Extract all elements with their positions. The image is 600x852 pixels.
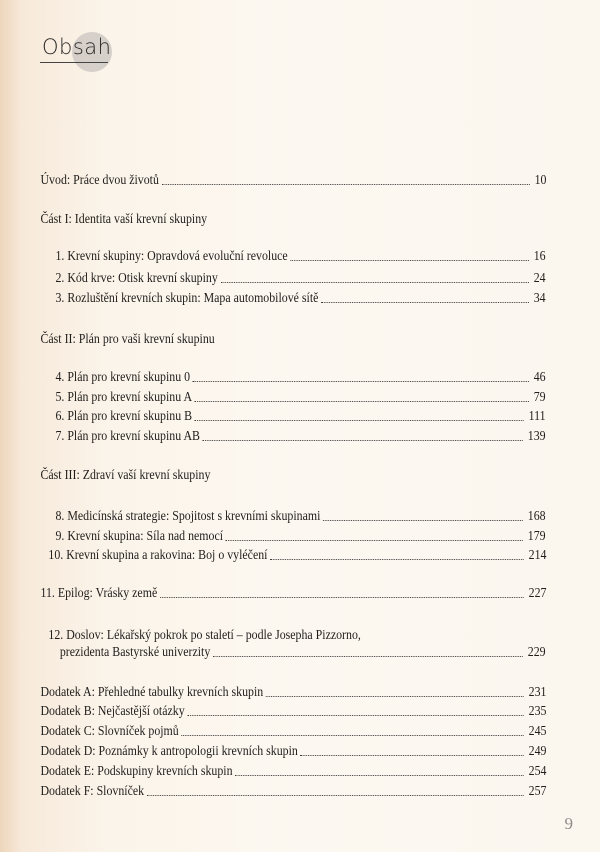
toc-entry-page: 10 (534, 172, 547, 187)
toc-entry (40, 684, 546, 700)
toc-entry-title: 7. Plán pro krevní skupinu AB (55, 428, 200, 443)
toc-entry (55, 270, 545, 286)
dot-leader (162, 183, 530, 185)
toc-entry (40, 763, 546, 779)
toc-entry-page: 168 (527, 508, 546, 523)
toc-entry-title: Úvod: Práce dvou životů (40, 172, 159, 187)
toc-entry-title: 1. Krevní skupiny: Opravdová evoluční revoluce (55, 248, 288, 263)
dot-leader (290, 259, 528, 261)
toc-entry-page: 34 (533, 290, 546, 305)
toc-entry-title: 10. Krevní skupina a rakovina: Boj o vyléčení (48, 547, 268, 562)
toc-entry-page: 227 (528, 585, 547, 600)
toc-entry (40, 703, 546, 719)
toc-entry-title: 3. Rozluštění krevních skupin: Mapa automobilové sítě (55, 290, 319, 305)
toc-entry-page: 79 (533, 389, 546, 404)
toc-entry-page: 229 (527, 644, 546, 659)
dot-leader (226, 539, 523, 541)
toc-entry (55, 248, 545, 264)
toc-heading-text: Obsah (42, 35, 112, 59)
toc-entry (55, 508, 545, 524)
toc-entry (40, 783, 546, 799)
toc-entry-title: Dodatek B: Nejčastější otázky (40, 703, 185, 718)
toc-entry-title: 5. Plán pro krevní skupinu A (55, 389, 193, 404)
toc-entry-page: 16 (533, 248, 546, 263)
dot-leader (181, 734, 523, 736)
toc-entry-page: 231 (528, 684, 547, 699)
dot-leader (203, 439, 523, 441)
heading-underline (40, 62, 108, 63)
dot-leader (193, 380, 529, 382)
dot-leader (187, 714, 523, 716)
toc-entry (55, 528, 545, 544)
toc-entry-title: Dodatek C: Slovníček pojmů (40, 723, 179, 738)
dot-leader (160, 596, 524, 598)
dot-leader (266, 695, 524, 697)
toc-entry-title: 8. Medicínská strategie: Spojitost s krevními skupinami (55, 508, 321, 523)
toc-entry-page: 46 (533, 369, 546, 384)
toc-entry-page: 254 (528, 763, 547, 778)
toc-entry-title: Dodatek F: Slovníček (40, 783, 145, 798)
dot-leader (195, 419, 524, 421)
toc-heading (40, 34, 110, 68)
toc-entry (55, 428, 545, 444)
toc-entry-page: 139 (527, 428, 546, 443)
page-edge-shadow (0, 0, 22, 852)
toc-entry-page: 179 (527, 528, 546, 543)
toc-entry-title: Dodatek A: Přehledné tabulky krevních skupin (40, 684, 264, 699)
toc-entry (40, 585, 546, 601)
toc-entry (55, 408, 545, 424)
toc-entry-title: 4. Plán pro krevní skupinu 0 (55, 369, 191, 384)
toc-part-title: Část II: Plán pro vaši krevní skupinu (40, 331, 215, 346)
toc-entry (55, 369, 545, 385)
dot-leader (220, 281, 528, 283)
dot-leader (213, 655, 523, 657)
toc-entry-title-line1: 12. Doslov: Lékařský pokrok po staletí – podle Josepha Pizzorno, (48, 627, 361, 642)
page-number: 9 (564, 814, 573, 833)
toc-entry-title: 2. Kód krve: Otisk krevní skupiny (55, 270, 218, 285)
toc-entry-title: Dodatek E: Podskupiny krevních skupin (40, 763, 233, 778)
toc-entry-page: 257 (528, 783, 547, 798)
toc-part-title: Část I: Identita vaší krevní skupiny (40, 211, 208, 226)
dot-leader (300, 754, 523, 756)
dot-leader (235, 774, 523, 776)
toc-part-title: Část III: Zdraví vaší krevní skupiny (40, 467, 211, 482)
toc-entry (55, 290, 545, 306)
toc-entry (55, 389, 545, 405)
toc-entry-page: 111 (528, 408, 546, 423)
toc-entry-title: 6. Plán pro krevní skupinu B (55, 408, 193, 423)
toc-entry (48, 547, 546, 563)
toc-entry-title: prezidenta Bastyrské univerzity (59, 644, 211, 659)
toc-entry (40, 743, 546, 759)
dot-leader (147, 794, 524, 796)
toc-entry-page: 235 (528, 703, 547, 718)
dot-leader (321, 301, 528, 303)
toc-entry-page: 245 (528, 723, 547, 738)
toc-entry (60, 644, 546, 660)
dot-leader (323, 519, 522, 521)
toc-entry (40, 723, 546, 739)
toc-entry-page: 24 (533, 270, 546, 285)
toc-entry-page: 214 (528, 547, 547, 562)
toc-entry-title: 11. Epilog: Vrásky země (40, 585, 158, 600)
toc-entry-page: 249 (528, 743, 547, 758)
dot-leader (195, 400, 529, 402)
toc-entry (40, 172, 546, 188)
dot-leader (270, 558, 523, 560)
toc-entry-title: 9. Krevní skupina: Síla nad nemocí (55, 528, 224, 543)
toc-entry-title: Dodatek D: Poznámky k antropologii krevních skupin (40, 743, 298, 758)
